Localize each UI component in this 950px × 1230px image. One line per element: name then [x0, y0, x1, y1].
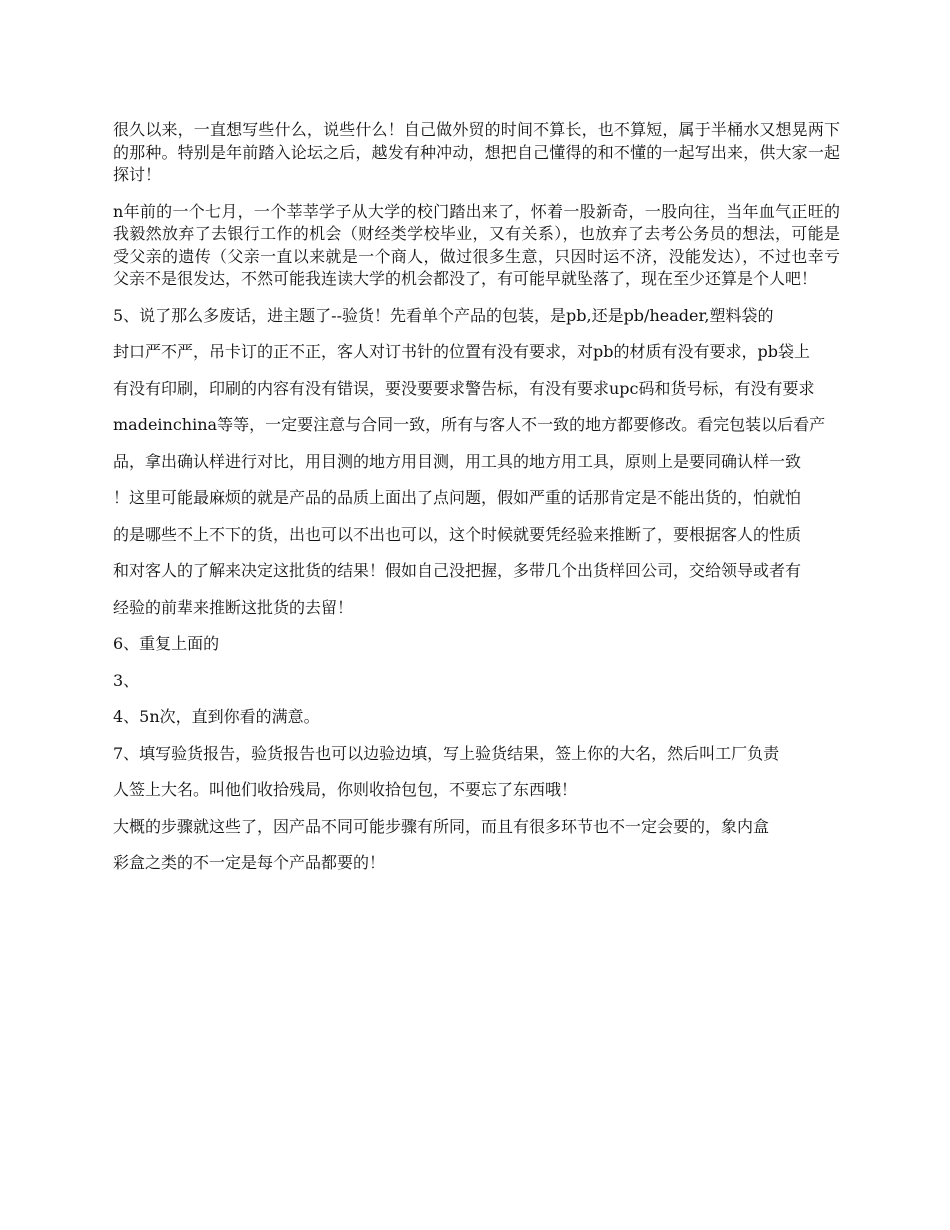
- paragraph-summary-end: 彩盒之类的不一定是每个产品都要的！: [113, 853, 386, 872]
- paragraph-step-4: 4、5n次，直到你看的满意。: [113, 707, 320, 726]
- paragraph-step-5: 5、说了那么多废话，进主题了--验货！先看单个产品的包装，是pb,还是pb/header,塑料袋的: [113, 305, 774, 325]
- paragraph-step-5-decision: 和对客人的了解来决定这批货的结果！假如自己没把握，多带几个出货样回公司，交给领导或者有: [113, 561, 802, 580]
- paragraph-step-5-contract: madeinchina等等，一定要注意与合同一致，所有与客人不一致的地方都要修改。看完包装以后看产: [113, 415, 826, 434]
- paragraph-step-5-senior: 经验的前辈来推断这批货的去留！: [113, 597, 354, 617]
- paragraph-step-5-quality: ！这里可能最麻烦的就是产品的品质上面出了点问题，假如严重的话那肯定是不能出货的，怕就怕: [113, 488, 802, 507]
- paragraph-step-5-seal: 封口严不严，吊卡订的正不正，客人对订书针的位置有没有要求，对pb的材质有没有要求，pb袋上: [113, 342, 810, 361]
- paragraph-step-5-print: 有没有印刷，印刷的内容有没有错误，要没要要求警告标，有没有要求upc码和货号标，有没有要求: [113, 378, 815, 398]
- document-body: [113, 119, 840, 889]
- paragraph-summary: 大概的步骤就这些了，因产品不同可能步骤有所同，而且有很多环节也不一定会要的，象内盒: [113, 816, 770, 836]
- paragraph-step-7: 7、填写验货报告，验货报告也可以边验边填，写上验货结果，签上你的大名，然后叫工厂负责: [113, 743, 780, 763]
- paragraph-intro: 很久以来，一直想写些什么，说些什么！自己做外贸的时间不算长，也不算短，属于半桶水又想晃两下的那种。特别是年前踏入论坛之后，越发有种冲动，想把自己懂得的和不懂的一起写出来，供大家一起探讨！: [113, 120, 840, 184]
- paragraph-step-6: 6、重复上面的: [113, 634, 220, 653]
- paragraph-background: n年前的一个七月，一个莘莘学子从大学的校门踏出来了，怀着一股新奇，一股向往，当年血气正旺的我毅然放弃了去银行工作的机会（财经类学校毕业，又有关系），也放弃了去考公务员的想法，可能是受父亲的遗传（父亲一直以来就是一个商人，做过很多生意，只因时运不济，没能发达），不过也幸亏父亲不是很发达，不然可能我连读大学的机会都没了，有可能早就坠落了，现在至少还算是个人吧！: [113, 201, 840, 288]
- paragraph-step-5-product: 品，拿出确认样进行对比，用目测的地方用目测，用工具的地方用工具，原则上是要同确认样一致: [113, 451, 802, 471]
- paragraph-step-7-sign: 人签上大名。叫他们收拾残局，你则收拾包包，不要忘了东西哦！: [113, 780, 578, 799]
- paragraph-step-5-judgement: 的是哪些不上不下的货，出也可以不出也可以，这个时候就要凭经验来推断了，要根据客人的性质: [113, 524, 802, 544]
- paragraph-step-3: 3、: [113, 670, 140, 690]
